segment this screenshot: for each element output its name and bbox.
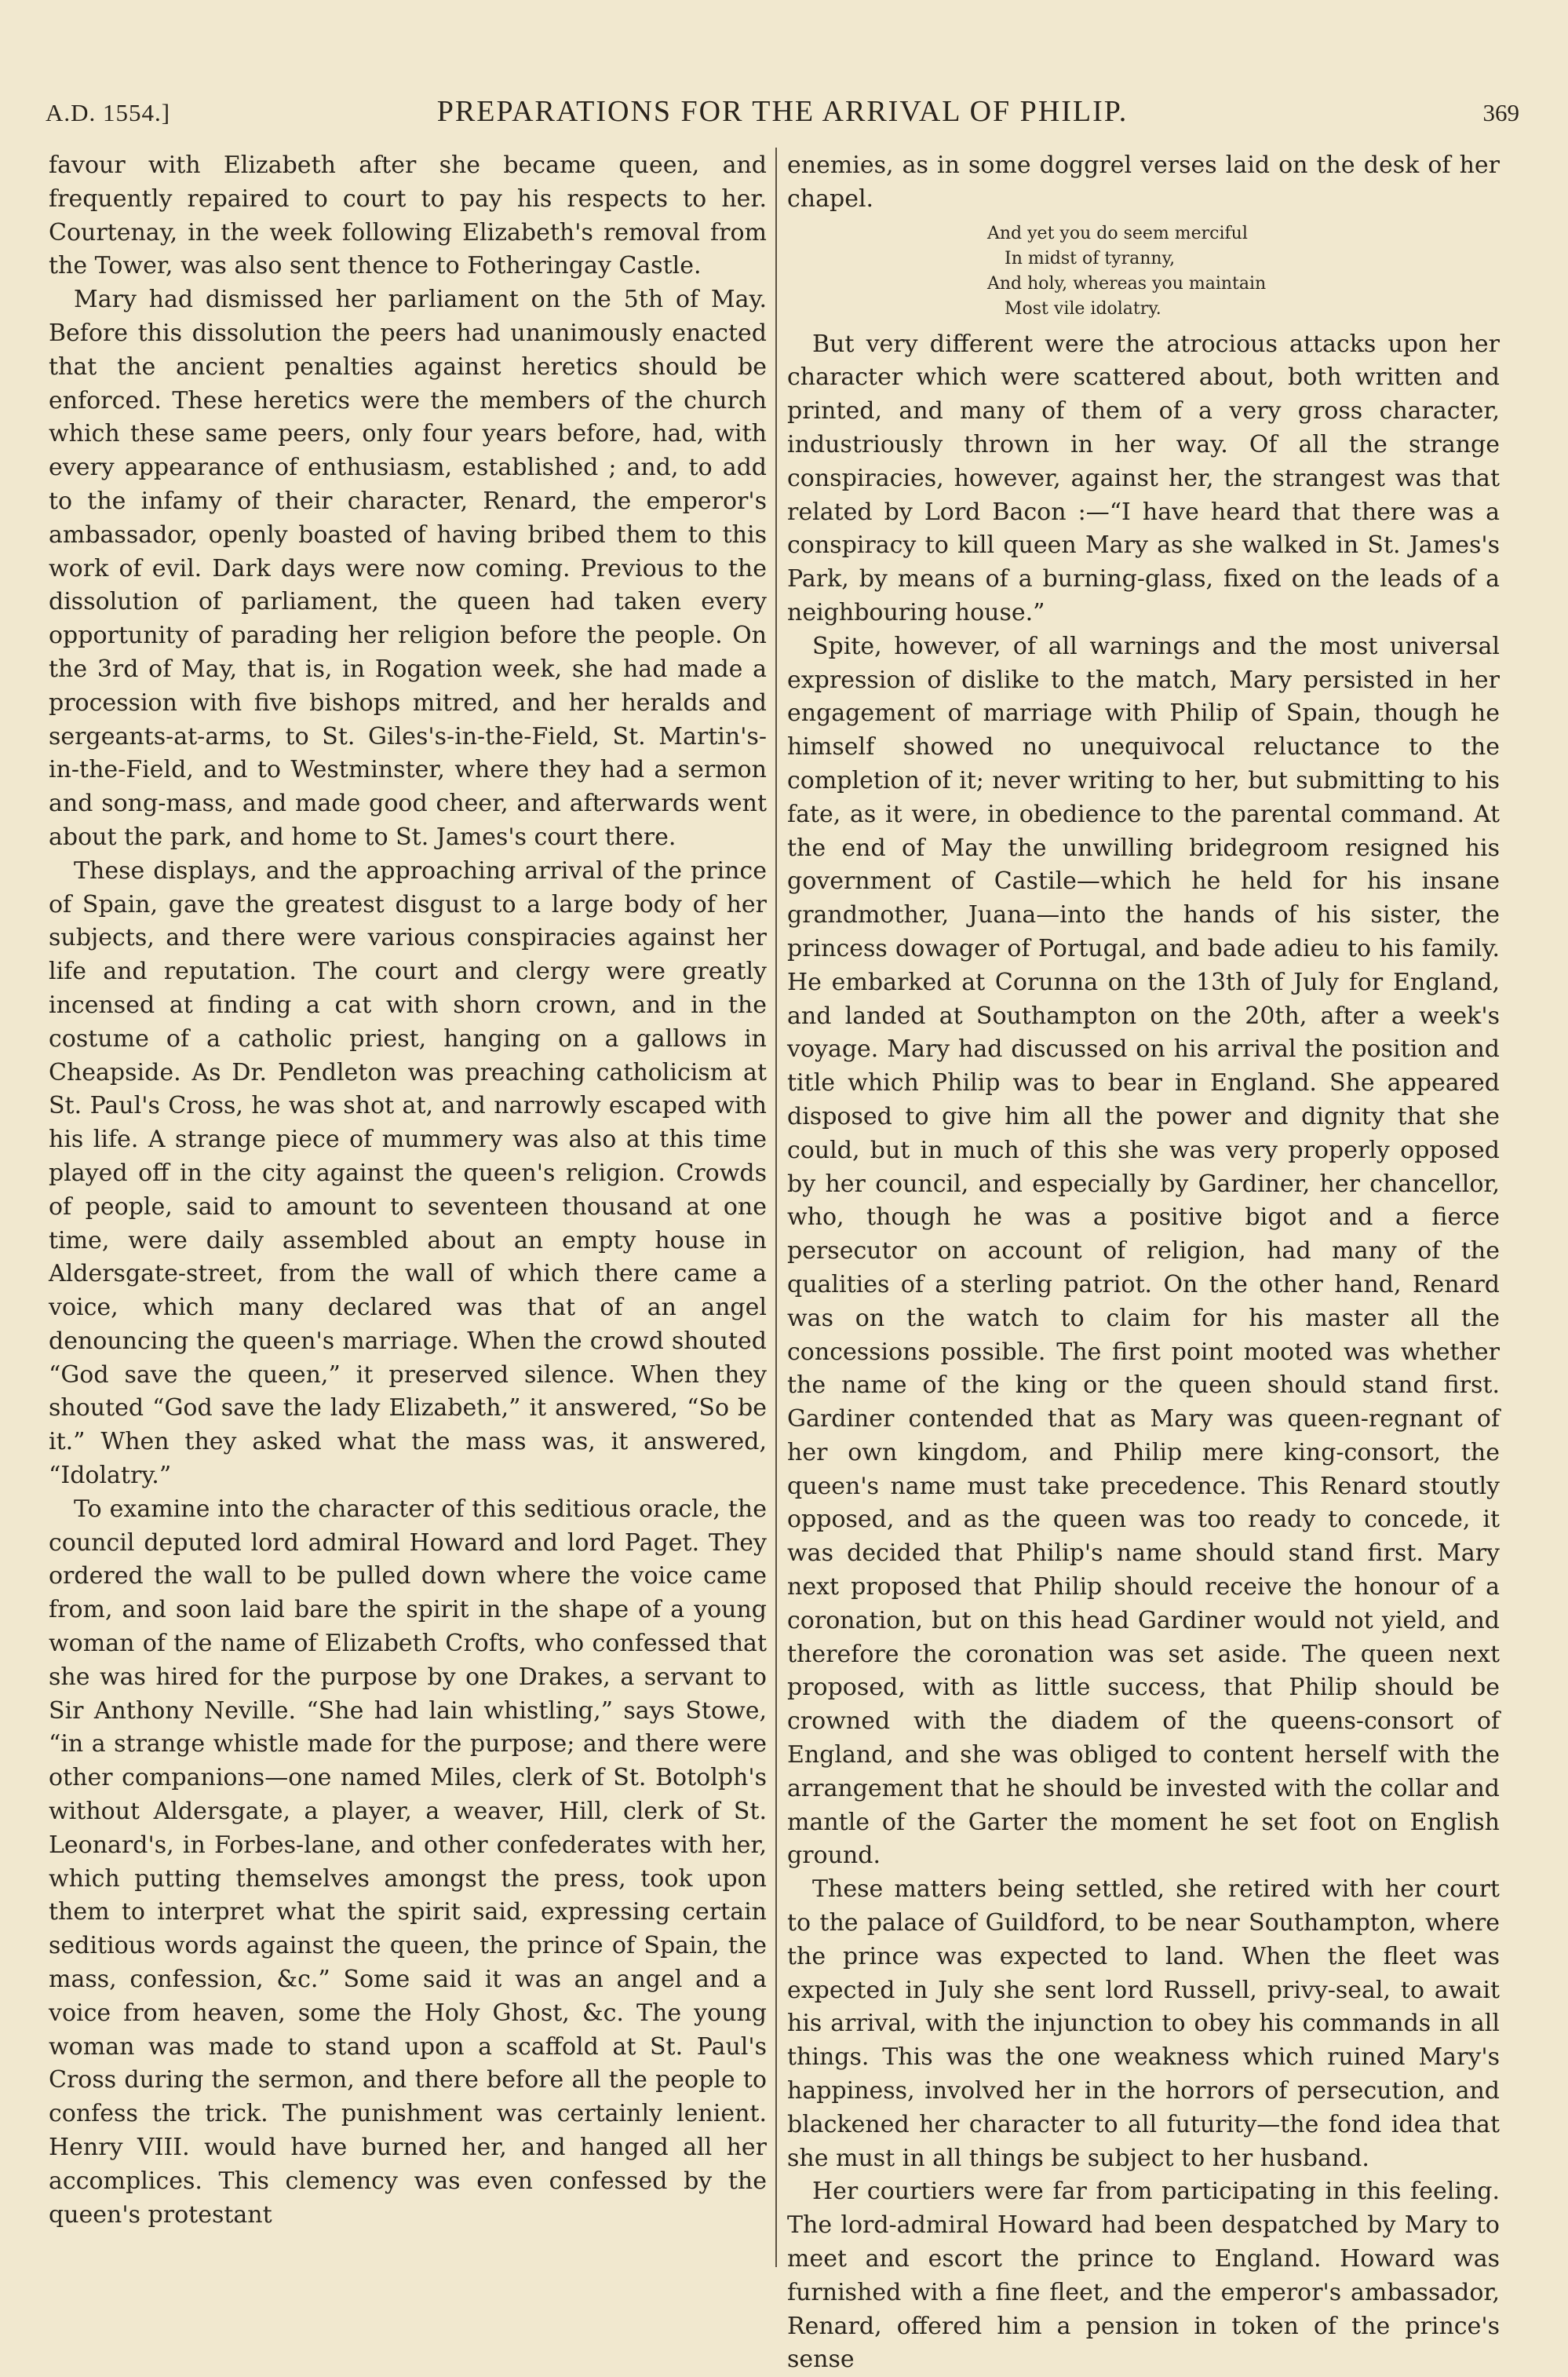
page-number: 369 (1482, 99, 1519, 126)
paragraph: favour with Elizabeth after she became queen, and frequently repaired to court to pay his respects to her. Courtenay, in the week following Elizabeth's removal from the Tower, was also sent thence to Fotheringay Castle. (49, 152, 767, 280)
paragraph: Spite, however, of all warnings and the most universal expression of dislike to the match, Mary persisted in her engagement of marriage with Philip of Spain, though he himself showed no unequivocal reluctance to the completion of it; never writing to her, but submitting to his fate, as it were, in obedience to the parental command. At the end of May the unwilling bridegroom resigned his government of Castile—which he held for his insane grandmother, Juana—into the hands of his sister, the princess dowager of Portugal, and bade adieu to his family. He embarked at Corunna on the 13th of July for England, and landed at Southampton on the 20th, after a week's voyage. Mary had discussed on his arrival the position and title which Philip was to bear in England. She appeared disposed to give him all the power and dignity that she could, but in much of this she was very properly opposed by her council, and especially by Gardiner, her chancellor, who, though he was a positive bigot and a fierce persecutor on account of religion, had many of the qualities of a sterling patriot. On the other hand, Renard was on the watch to claim for his master all the concessions possible. The first point mooted was whether the name of the king or the queen should stand first. Gardiner contended that as Mary was queen-regnant of her own kingdom, and Philip mere king-consort, the queen's name must take precedence. This Renard stoutly opposed, and as the queen was too ready to concede, it was decided that Philip's name should stand first. Mary next proposed that Philip should receive the honour of a coronation, but on this head Gardiner would not yield, and therefore the coronation was set aside. The queen next proposed, with as little success, that Philip should be crowned with the diadem of the queens-consort of England, and she was obliged to content herself with the arrangement that he should be invested with the collar and mantle of the Garter the moment he set foot on English ground. (787, 632, 1500, 1870)
left-column (49, 149, 767, 2269)
verse-quote (987, 221, 1500, 322)
verse-line: Most vile idolatry. (1005, 298, 1161, 319)
running-head (46, 88, 1519, 135)
paragraph: Her courtiers were far from participating in this feeling. The lord-admiral Howard had been despatched by Mary to meet and escort the prince to England. Howard was furnished with a fine fleet, and the emperor's ambassador, Renard, offered him a pension in token of the prince's sense (787, 2178, 1500, 2374)
paragraph: enemies, as in some doggrel verses laid on the desk of her chapel. (787, 152, 1500, 213)
paragraph: These displays, and the approaching arrival of the prince of Spain, gave the greatest disgust to a large body of her subjects, and there were various conspiracies against her life and reputation. The court and clergy were greatly incensed at finding a cat with shorn crown, and in the costume of a catholic priest, hanging on a gallows in Cheapside. As Dr. Pendleton was preaching catholicism at St. Paul's Cross, he was shot at, and narrowly escaped with his life. A strange piece of mummery was also at this time played off in the city against the queen's religion. Crowds of people, said to amount to seventeen thousand at one time, were daily assembled about an empty house in Aldersgate-street, from the wall of which there came a voice, which many declared was that of an angel denouncing the queen's marriage. When the crowd shouted “God save the queen,” it preserved silence. When they shouted “God save the lady Elizabeth,” it answered, “So be it.” When they asked what the mass was, it answered, “Idolatry.” (49, 856, 767, 1490)
verse-line: And yet you do seem merciful (987, 223, 1248, 243)
year-marker: A.D. 1554.] (46, 99, 171, 126)
right-column (787, 149, 1500, 2374)
paragraph: But very different were the atrocious attacks upon her character which were scattered about, both written and printed, and many of them of a very gross character, industriously thrown in her way. Of all the strange conspiracies, however, against her, the strangest was that related by Lord Bacon :—“I have heard that there was a conspiracy to kill queen Mary as she walked in St. James's Park, by means of a burning-glass, fixed on the leads of a neighbouring house.” (787, 330, 1500, 626)
paragraph: These matters being settled, she retired with her court to the palace of Guildford, to be near Southampton, where the prince was expected to land. When the fleet was expected in July she sent lord Russell, privy-seal, to await his arrival, with the injunction to obey his commands in all things. This was the one weakness which ruined Mary's happiness, involved her in the horrors of persecution, and blackened her character to all futurity—the fond idea that she must in all things be subject to her husband. (787, 1875, 1500, 2172)
verse-line: In midst of tyranny, (1005, 248, 1176, 268)
column-divider (775, 148, 777, 2267)
paragraph: Mary had dismissed her parliament on the 5th of May. Before this dissolution the peers had unanimously enacted that the ancient penalties against heretics should be enforced. These heretics were the members of the church which these same peers, only four years before, had, with every appearance of enthusiasm, established ; and, to add to the infamy of their character, Renard, the emperor's ambassador, openly boasted of having bribed them to this work of evil. Dark days were now coming. Previous to the dissolution of parliament, the queen had taken every opportunity of parading her religion before the people. On the 3rd of May, that is, in Rogation week, she had made a procession with five bishops mitred, and her heralds and sergeants-at-arms, to St. Giles's-in-the-Field, St. Martin's-in-the-Field, and to Westminster, where they had a sermon and song-mass, and made good cheer, and afterwards went about the park, and home to St. James's court there. (49, 286, 767, 851)
page-title: PREPARATIONS FOR THE ARRIVAL OF PHILIP. (436, 95, 1129, 128)
paragraph: To examine into the character of this seditious oracle, the council deputed lord admiral Howard and lord Paget. They ordered the wall to be pulled down where the voice came from, and soon laid bare the spirit in the shape of a young woman of the name of Elizabeth Crofts, who confessed that she was hired for the purpose by one Drakes, a servant to Sir Anthony Neville. “She had lain whistling,” says Stowe, “in a strange whistle made for the purpose; and there were other companions—one named Miles, clerk of St. Botolph's without Aldersgate, a player, a weaver, Hill, clerk of St. Leonard's, in Forbes-lane, and other confederates with her, which putting themselves amongst the press, took upon them to interpret what the spirit said, expressing certain seditious words against the queen, the prince of Spain, the mass, confession, &c.” Some said it was an angel and a voice from heaven, some the Holy Ghost, &c. The young woman was made to stand upon a scaffold at St. Paul's Cross during the sermon, and there before all the people to confess the trick. The punishment was certainly lenient. Henry VIII. would have burned her, and hanged all her accomplices. This clemency was even confessed by the queen's protestant (49, 1495, 767, 2229)
verse-line: And holy, whereas you maintain (987, 273, 1267, 294)
